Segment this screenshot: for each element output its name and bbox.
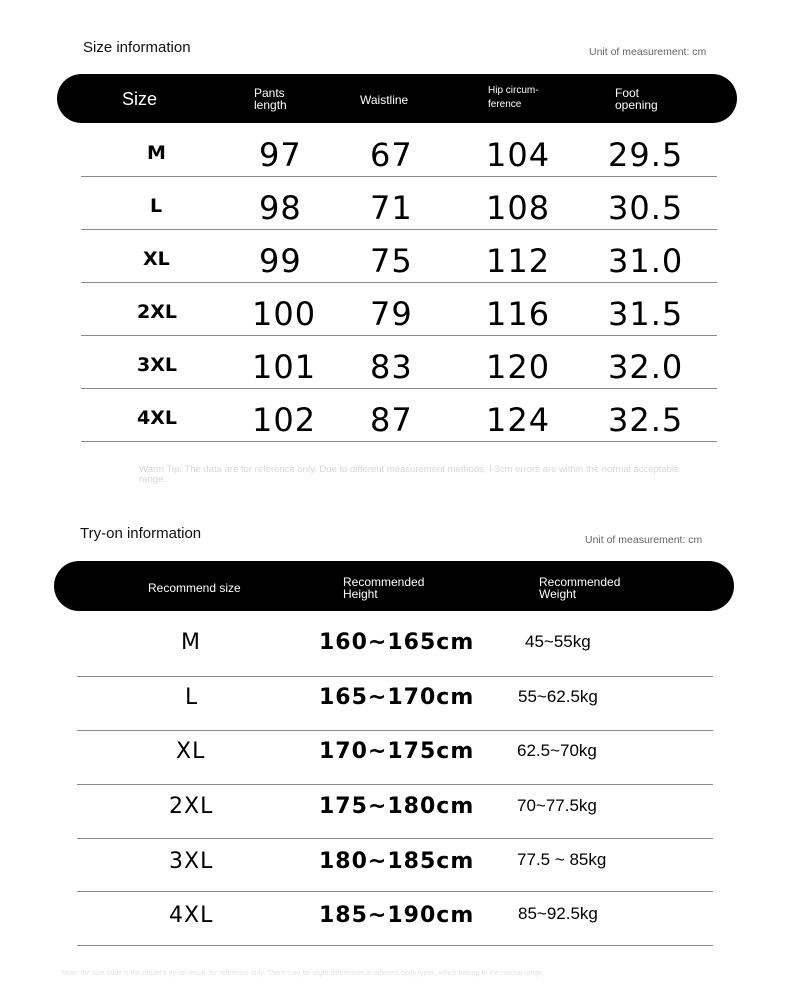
row-divider xyxy=(77,838,713,839)
size-info-unit-note: Unit of measurement: cm xyxy=(589,46,707,58)
hip-value: 112 xyxy=(486,242,551,280)
tryon-info-title: Try-on information xyxy=(80,525,202,542)
row-divider xyxy=(77,784,713,785)
weight-range: 62.5~70kg xyxy=(517,741,597,760)
waistline-value: 83 xyxy=(370,348,413,386)
size-table-header xyxy=(57,74,737,123)
waistline-value: 71 xyxy=(370,189,413,227)
height-range: 175~180cm xyxy=(319,794,475,819)
tryon-footnote: Note: the size table is the model's try-on result, for reference only. There may be slight differences in different body types, which belong to the normal range. xyxy=(62,970,545,977)
size-label: L xyxy=(150,195,163,217)
waistline-value: 79 xyxy=(370,295,413,333)
foot-opening-value: 29.5 xyxy=(608,136,684,174)
size-label: 2XL xyxy=(137,301,177,323)
tryon-size-label: 3XL xyxy=(169,849,214,874)
header-foot-2: opening xyxy=(615,98,658,112)
foot-opening-value: 31.0 xyxy=(608,242,684,280)
size-label: XL xyxy=(143,248,170,270)
pants-length-value: 98 xyxy=(259,189,302,227)
warm-tip-line-1: Warm Tip: The data are for reference only. Due to different measurement methods, l-3cm errors are within the normal acceptable xyxy=(139,464,680,475)
pants-length-value: 97 xyxy=(259,136,302,174)
waistline-value: 67 xyxy=(370,136,413,174)
pants-length-value: 100 xyxy=(252,295,317,333)
row-divider xyxy=(81,176,717,177)
height-range: 165~170cm xyxy=(319,685,475,710)
header-pants-length-1: Pants xyxy=(254,86,285,100)
size-label: 3XL xyxy=(137,354,177,376)
warm-tip-line-2: range. xyxy=(139,474,166,485)
height-range: 170~175cm xyxy=(319,739,475,764)
size-label: 4XL xyxy=(137,407,177,429)
foot-opening-value: 32.0 xyxy=(608,348,684,386)
tryon-size-label: XL xyxy=(176,739,206,764)
hip-value: 116 xyxy=(486,295,551,333)
height-range: 185~190cm xyxy=(319,903,475,928)
row-divider xyxy=(81,388,717,389)
header-height-1: Recommended xyxy=(343,575,425,589)
height-range: 160~165cm xyxy=(319,630,475,655)
tryon-size-label: L xyxy=(185,685,199,710)
row-divider xyxy=(81,441,717,442)
row-divider xyxy=(77,730,713,731)
waistline-value: 87 xyxy=(370,401,413,439)
size-label: M xyxy=(147,142,166,164)
header-hip-1: Hip circum- xyxy=(488,85,539,96)
row-divider xyxy=(81,229,717,230)
row-divider xyxy=(81,335,717,336)
pants-length-value: 99 xyxy=(259,242,302,280)
hip-value: 108 xyxy=(486,189,551,227)
foot-opening-value: 31.5 xyxy=(608,295,684,333)
row-divider xyxy=(77,676,713,677)
row-divider xyxy=(77,945,713,946)
header-waistline: Waistline xyxy=(360,93,409,107)
foot-opening-value: 32.5 xyxy=(608,401,684,439)
header-recommend-size: Recommend size xyxy=(148,581,241,595)
weight-range: 85~92.5kg xyxy=(518,904,598,923)
header-height-2: Height xyxy=(343,587,378,601)
row-divider xyxy=(81,282,717,283)
header-pants-length-2: length xyxy=(254,98,287,112)
header-hip-2: ference xyxy=(488,99,522,110)
hip-value: 104 xyxy=(486,136,551,174)
header-foot-1: Foot xyxy=(615,86,640,100)
weight-range: 77.5 ~ 85kg xyxy=(517,850,607,869)
hip-value: 124 xyxy=(486,401,551,439)
height-range: 180~185cm xyxy=(319,849,475,874)
waistline-value: 75 xyxy=(370,242,413,280)
tryon-table-header xyxy=(54,561,734,611)
size-info-title: Size information xyxy=(83,39,191,56)
tryon-size-label: 2XL xyxy=(169,794,214,819)
weight-range: 70~77.5kg xyxy=(517,796,597,815)
foot-opening-value: 30.5 xyxy=(608,189,684,227)
pants-length-value: 102 xyxy=(252,401,317,439)
header-weight-2: Weight xyxy=(539,587,577,601)
tryon-size-label: 4XL xyxy=(169,903,214,928)
weight-range: 45~55kg xyxy=(525,632,591,651)
hip-value: 120 xyxy=(486,348,551,386)
weight-range: 55~62.5kg xyxy=(518,687,598,706)
tryon-size-label: M xyxy=(181,630,201,655)
pants-length-value: 101 xyxy=(252,348,317,386)
header-size: Size xyxy=(122,89,158,109)
header-weight-1: Recommended xyxy=(539,575,621,589)
tryon-info-unit-note: Unit of measurement: cm xyxy=(585,534,703,546)
row-divider xyxy=(77,891,713,892)
